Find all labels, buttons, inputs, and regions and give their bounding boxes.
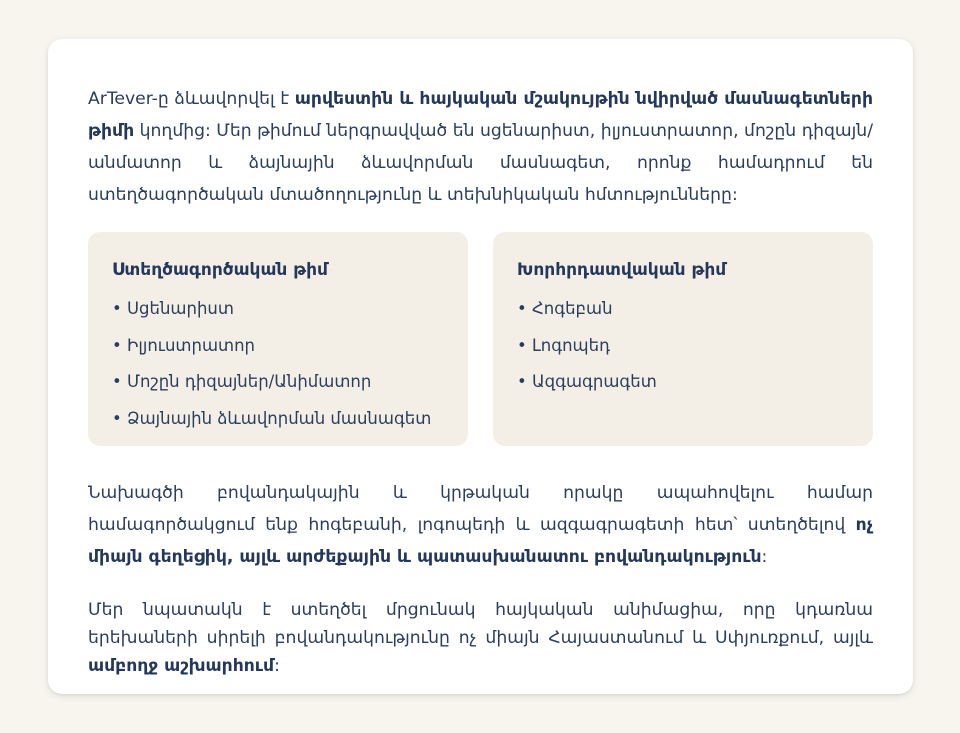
creative-team-title: Ստեղծագործական թիմ — [112, 260, 328, 280]
goal-text-start: Մեր նպատակն է ստեղծել մրցունակ հայկական անիմացիա, որը կդառնա երեխաների սիրելի բովանդակությունը ոչ միայն Հայաստանում և Սփյուռքում, այլև — [88, 600, 873, 648]
goal-paragraph — [88, 596, 873, 680]
content-body — [88, 83, 873, 680]
list-item: • Ձայնային ձևավորման մասնագետ — [112, 408, 432, 428]
quality-highlight: ոչ միայն գեղեցիկ, այլև արժեքային և պատասխանատու բովանդակություն — [88, 515, 873, 567]
advisory-team-list — [517, 291, 849, 401]
intro-text-start: ArTever-ը ձևավորվել է — [88, 89, 295, 109]
creative-team-list — [112, 291, 444, 437]
list-item: • Սցենարիստ — [112, 299, 234, 318]
goal-text-end: : — [274, 656, 280, 676]
list-item: • Մոշըն դիզայներ/Անիմատոր — [112, 372, 372, 391]
advisory-team-box — [493, 232, 873, 446]
intro-highlight: արվեստին և հայկական մշակույթին նվիրված մասնագետների թիմի — [88, 89, 874, 141]
creative-team-box — [88, 232, 468, 446]
advisory-team-title: Խորհրդատվական թիմ — [517, 260, 727, 280]
content-card — [48, 39, 913, 694]
team-boxes — [88, 232, 873, 446]
list-item: • Հոգեբան — [517, 299, 613, 318]
list-item: • Լոգոպեդ — [517, 335, 611, 355]
intro-paragraph — [88, 83, 873, 211]
goal-highlight: ամբողջ աշխարհում — [88, 656, 275, 676]
quality-text-end: : — [761, 547, 768, 567]
quality-text-start: Նախագծի բովանդակային և կրթական որակը ապահովելու համար համագործակցում ենք հոգեբանի, լոգոպեդի և ազգագրագետի հետ՝ ստեղծելով — [88, 483, 873, 535]
list-item: • Ազգագրագետ — [517, 372, 657, 391]
quality-paragraph — [88, 477, 873, 573]
intro-text-end: կողմից: Մեր թիմում ներգրավված են սցենարիստ, իլյուստրատոր, մոշըն դիզայն/անմատոր և ձայնային ձևավորման մասնագետ, որոնք համադրում են ստեղծագործական մտածողությունը և տեխնիկական հմտությունները: — [88, 121, 873, 205]
list-item: • Իլյուստրատոր — [112, 335, 255, 355]
